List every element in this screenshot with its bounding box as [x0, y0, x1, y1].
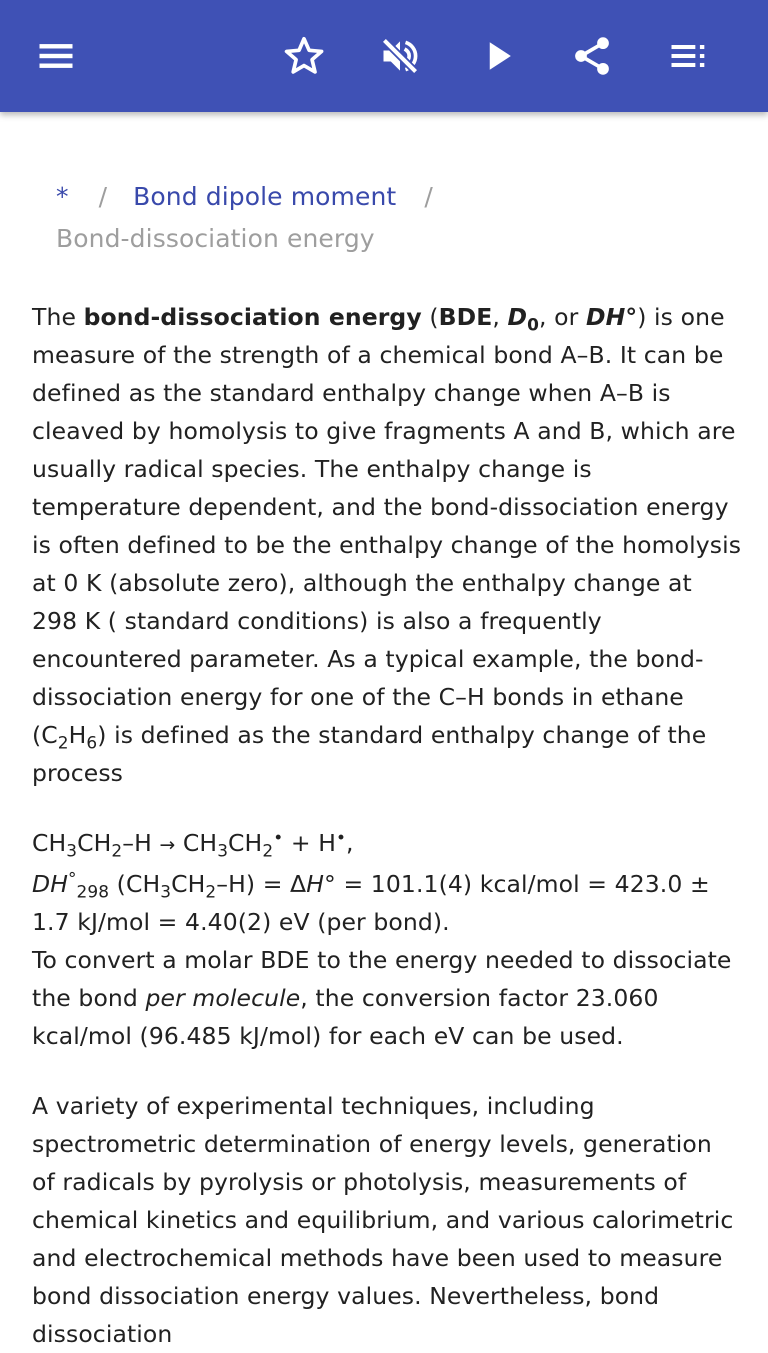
contents-button[interactable] — [660, 28, 716, 84]
article-paragraph: The bond-dissociation energy (BDE, $D_0$, or DH°) is one measure of the strength of a chemical bond A–B. It can be defined as the standard enthalpy change when A–B is cleaved by homolysis to give fragments A and B, which are usually radical species. The enthalpy change is temperature dependent, and the bond-dissociation energy is often defined to be the enthalpy change of the homolysis at 0 K (absolute zero), although the enthalpy change at 298 K ( standard conditions) is also a frequently encountered parameter. As a typical example, the bond-dissociation energy for one of the C–H bonds in ethane $(C_2H_6)$ is defined as the standard enthalpy change of the process — [32, 303, 742, 787]
bde-term: bond-dissociation energy — [83, 303, 422, 331]
breadcrumb-parent-link[interactable]: Bond dipole moment — [133, 182, 397, 211]
breadcrumb-home-link[interactable]: * — [56, 182, 69, 211]
breadcrumb — [56, 176, 736, 260]
menu-icon — [34, 34, 78, 78]
mute-button[interactable] — [372, 28, 428, 84]
bookmark-button[interactable] — [276, 28, 332, 84]
article-paragraph: A variety of experimental techniques, including spectrometric determination of energy levels, generation of radicals by pyrolysis or photolysis, measurements of chemical kinetics and equilibrium, and various calorimetric and electrochemical methods have been used to measure bond dissociation energy values. Nevertheless, bond dissociation — [32, 1092, 734, 1348]
play-button[interactable] — [470, 28, 526, 84]
breadcrumb-separator: / — [98, 182, 108, 211]
star-outline-icon — [282, 34, 326, 78]
breadcrumb-separator: / — [424, 182, 433, 211]
play-icon — [476, 34, 520, 78]
playlist-icon — [666, 34, 710, 78]
reaction-equation: $CH_3CH_2-H \to CH_3CH_2^• + H^•$, $DH^\circ_{298}$ $(CH_3CH_2-H) = \Delta H^\circ = 101.1(4)$ kcal/mol = 423.0 ± 1.7 kJ/mol = 4.40(2) eV (per bond). To convert a molar BDE to the energy needed to dissociate the bond per molecule, the conversion factor 23.060 kcal/mol (96.485 kJ/mol) for each eV can be used. — [32, 827, 732, 1050]
share-button[interactable] — [564, 28, 620, 84]
article-content — [32, 298, 742, 1353]
menu-button[interactable] — [28, 28, 84, 84]
share-icon — [570, 34, 614, 78]
volume-off-icon — [378, 34, 422, 78]
app-toolbar — [0, 0, 768, 112]
breadcrumb-current: Bond-dissociation energy — [56, 224, 375, 253]
